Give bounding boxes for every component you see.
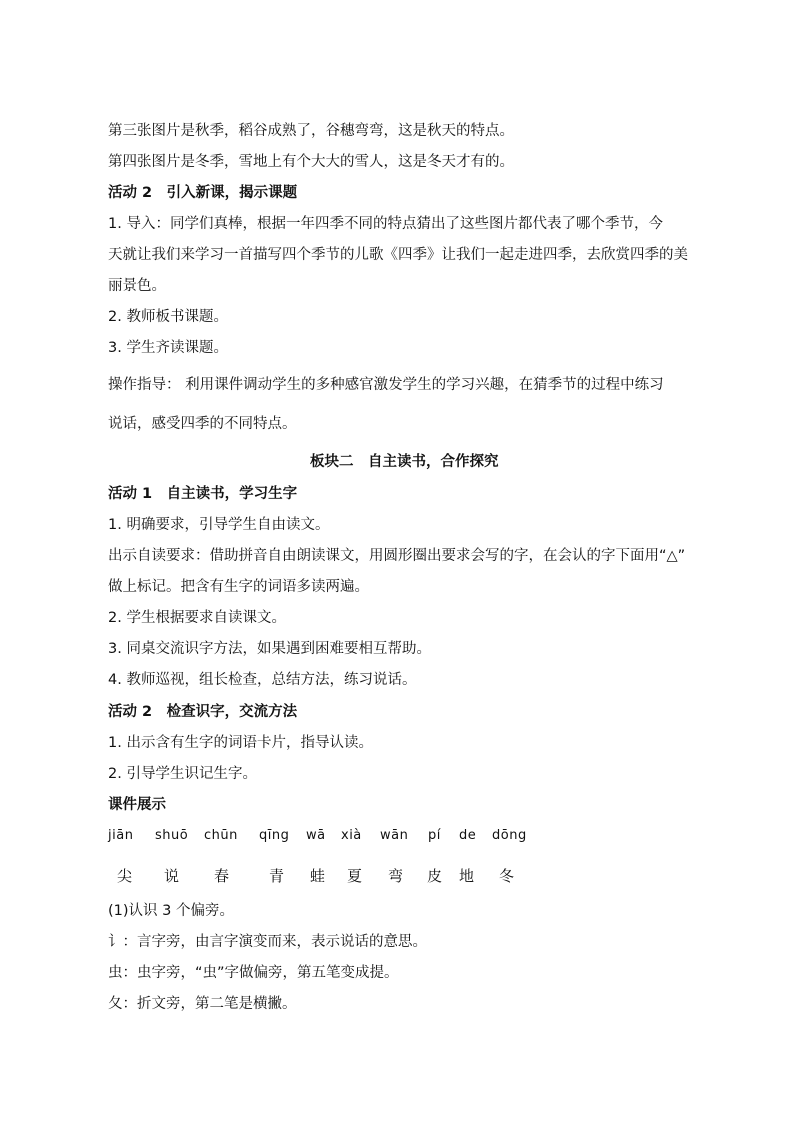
hanzi-shuo: 说 (164, 867, 180, 885)
hanzi-wa: 蛙 (310, 867, 326, 885)
read-requirement-line-1: 出示自读要求：借助拼音自由朗读课文，用圆形圈出要求会写的字，在会认的字下面用“△” (108, 548, 686, 564)
radical-yan: 讠：言字旁，由言字演变而来，表示说话的意思。 (108, 934, 427, 950)
pinyin-xia: xià (341, 828, 362, 843)
activity-2-heading: 活动 2 引入新课，揭示课题 (108, 185, 298, 201)
intro-item-1-line-1: 1. 导入：同学们真棒，根据一年四季不同的特点猜出了这些图片都代表了哪个季节，今 (108, 216, 663, 232)
activity-2b-heading: 活动 2 检查识字，交流方法 (108, 704, 298, 720)
activity-1-heading: 活动 1 自主读书，学习生字 (108, 486, 298, 502)
hanzi-jian: 尖 (117, 867, 133, 885)
read-item-1: 1. 明确要求，引导学生自由读文。 (108, 517, 330, 533)
hanzi-dong: 冬 (499, 867, 515, 885)
read-item-4: 4. 教师巡视，组长检查，总结方法，练习说话。 (108, 672, 417, 688)
pinyin-jian: jiān (108, 828, 134, 843)
pinyin-dong: dōng (492, 828, 527, 843)
pinyin-pi: pí (428, 828, 441, 843)
section-2-heading: 板块二 自主读书，合作探究 (310, 454, 499, 470)
paragraph-autumn: 第三张图片是秋季，稻谷成熟了，谷穗弯弯，这是秋天的特点。 (108, 123, 514, 139)
pinyin-wa: wā (306, 828, 326, 843)
intro-item-3: 3. 学生齐读课题。 (108, 340, 228, 356)
radicals-heading: (1)认识 3 个偏旁。 (108, 903, 234, 919)
pinyin-wan: wān (380, 828, 409, 843)
read-item-3: 3. 同桌交流识字方法，如果遇到困难要相互帮助。 (108, 641, 431, 657)
check-item-1: 1. 出示含有生字的词语卡片，指导认读。 (108, 735, 373, 751)
read-item-2: 2. 学生根据要求自读课文。 (108, 610, 286, 626)
hanzi-pi: 皮 (427, 867, 443, 885)
intro-item-2: 2. 教师板书课题。 (108, 309, 228, 325)
hanzi-wan: 弯 (388, 867, 404, 885)
operation-guide-line-2: 说话，感受四季的不同特点。 (108, 416, 297, 432)
pinyin-chun: chūn (204, 828, 238, 843)
radical-chong: 虫：虫字旁，“虫”字做偏旁，第五笔变成提。 (108, 965, 399, 981)
hanzi-xia: 夏 (347, 867, 363, 885)
operation-guide-line-1: 操作指导： 利用课件调动学生的多种感官激发学生的学习兴趣，在猜季节的过程中练习 (108, 377, 664, 393)
intro-item-1-line-2: 天就让我们来学习一首描写四个季节的儿歌《四季》让我们一起走进四季，去欣赏四季的美 (108, 247, 688, 263)
hanzi-qing: 青 (269, 867, 285, 885)
hanzi-chun: 春 (214, 867, 230, 885)
pinyin-qing: qīng (259, 828, 290, 843)
check-item-2: 2. 引导学生识记生字。 (108, 766, 257, 782)
courseware-label: 课件展示 (108, 797, 166, 813)
hanzi-de: 地 (459, 867, 475, 885)
intro-item-1-line-3: 丽景色。 (108, 278, 166, 294)
pinyin-de: de (459, 828, 477, 843)
radical-zhe: 夂：折文旁，第二笔是横撇。 (108, 996, 297, 1012)
read-requirement-line-2: 做上标记。把含有生字的词语多读两遍。 (108, 579, 369, 595)
paragraph-winter: 第四张图片是冬季，雪地上有个大大的雪人，这是冬天才有的。 (108, 154, 514, 170)
pinyin-shuo: shuō (155, 828, 189, 843)
